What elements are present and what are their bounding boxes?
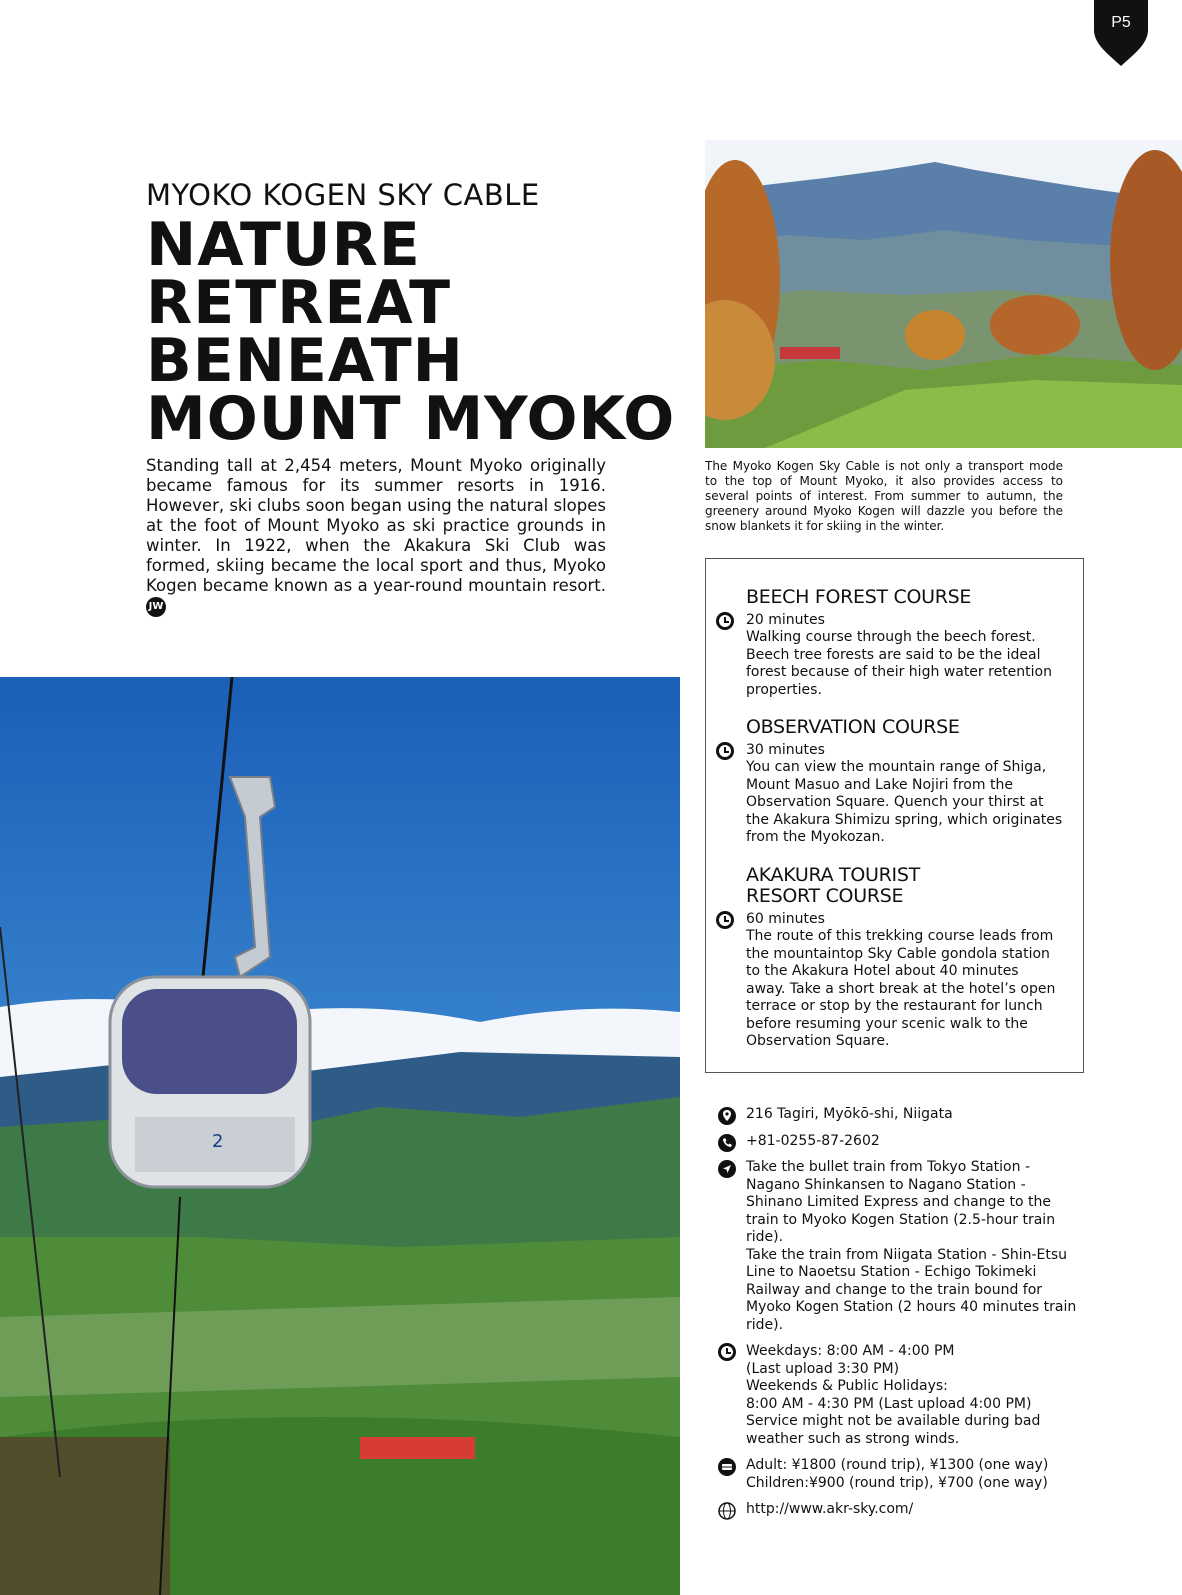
phone-icon <box>718 1134 736 1152</box>
page-number: P5 <box>1111 14 1131 31</box>
info-phone <box>718 1133 1078 1151</box>
photo-caption: The Myoko Kogen Sky Cable is not only a transport mode to the top of Mount Myoko, it also provides access to several points of interest. From summer to autumn, the greenery around Myoko Kogen will dazzle you before the snow blankets it for skiing in the winter. <box>705 459 1063 533</box>
map-marker-shape <box>1092 0 1150 66</box>
website-link[interactable]: http://www.akr-sky.com/ <box>746 1501 914 1517</box>
access-text-2: Take the train from Niigata Station - Shin-Etsu Line to Naoetsu Station - Echigo Tokimeki Railway and change to the train bound for Myoko Kogen Station (2 hours 40 minutes train ride). <box>746 1246 1077 1333</box>
course-time-text: 20 minutes <box>746 612 825 628</box>
clock-icon <box>716 612 734 630</box>
hours-line: Service might not be available during bad weather such as strong winds. <box>746 1413 1041 1447</box>
course-duration <box>746 612 1066 629</box>
headline-line: RETREAT <box>146 268 452 338</box>
info-hours <box>718 1343 1078 1448</box>
course-item <box>746 717 1066 847</box>
intro-text: Standing tall at 2,454 meters, Mount Myoko originally became famous for its summer resorts in 1916. However, ski clubs soon began using the natural slopes at the foot of Mount Myoko as ski practice grounds in winter. In 1922, when the Akakura Ski Club was formed, skiing became the local sport and thus, Myoko Kogen became known as a year-round mountain resort. <box>146 456 607 595</box>
course-title: AKAKURA TOURIST RESORT COURSE <box>746 864 920 907</box>
course-item <box>746 865 1056 1051</box>
ticket-icon <box>718 1458 736 1476</box>
hours-line: Weekdays: 8:00 AM - 4:00 PM <box>746 1343 955 1359</box>
course-description: The route of this trekking course leads from the mountaintop Sky Cable gondola station to the Akakura Hotel about 40 minutes away. Take a short break at the hotel’s open terrace or stop by the restaurant for lunch before resuming your scenic walk to the Observation Square. <box>746 928 1056 1049</box>
article-subtitle: MYOKO KOGEN SKY CABLE <box>146 178 540 212</box>
course-title: OBSERVATION COURSE <box>746 716 960 738</box>
course-description: You can view the mountain range of Shiga, Mount Masuo and Lake Nojiri from the Observation Square. Quench your thirst at the Akakura Shimizu spring, which originates from the Myokozan. <box>746 759 1063 845</box>
info-list <box>718 1106 1078 1528</box>
fee-children: Children:¥900 (round trip), ¥700 (one way) <box>746 1474 1048 1491</box>
navigation-icon <box>718 1160 736 1178</box>
course-duration <box>746 911 1056 928</box>
page-number-badge <box>1092 0 1150 66</box>
fee-adult: Adult: ¥1800 (round trip), ¥1300 (one way) <box>746 1457 1049 1473</box>
hours-line: (Last upload 3:30 PM) <box>746 1360 900 1377</box>
author-badge: JW <box>146 597 166 617</box>
globe-icon <box>718 1502 736 1520</box>
headline-line: NATURE <box>146 210 421 280</box>
course-description: Walking course through the beech forest. Beech tree forests are said to be the ideal forest because of their high water retention properties. <box>746 629 1052 698</box>
courses-box <box>705 558 1084 1073</box>
cable-car-photo <box>0 677 680 1595</box>
map-pin-icon <box>718 1107 736 1125</box>
clock-icon <box>716 742 734 760</box>
course-duration <box>746 742 1066 759</box>
hours-line: 8:00 AM - 4:30 PM (Last upload 4:00 PM) <box>746 1395 1032 1412</box>
svg-text:2: 2 <box>212 1131 224 1152</box>
course-item <box>746 587 1066 699</box>
info-access <box>718 1159 1078 1334</box>
phone-text: +81-0255-87-2602 <box>746 1132 880 1149</box>
article-headline <box>146 210 676 454</box>
clock-icon <box>718 1343 736 1361</box>
headline-line: BENEATH <box>146 326 464 396</box>
access-text-1: Take the bullet train from Tokyo Station - Nagano Shinkansen to Nagano Station - Shinano Limited Express and change to the train to Myoko Kogen Station (2.5-hour train ride). <box>746 1159 1056 1245</box>
info-fees <box>718 1457 1078 1492</box>
headline-line: MOUNT MYOKO <box>146 384 676 454</box>
hours-line: Weekends & Public Holidays: <box>746 1378 948 1394</box>
course-time-text: 60 minutes <box>746 911 825 927</box>
intro-paragraph <box>146 456 606 617</box>
clock-icon <box>716 911 734 929</box>
address-text: 216 Tagiri, Myōkō-shi, Niigata <box>746 1106 953 1122</box>
course-title: BEECH FOREST COURSE <box>746 586 972 608</box>
course-time-text: 30 minutes <box>746 742 825 758</box>
info-address <box>718 1106 1078 1124</box>
landscape-photo <box>705 140 1182 448</box>
info-website <box>718 1501 1078 1519</box>
